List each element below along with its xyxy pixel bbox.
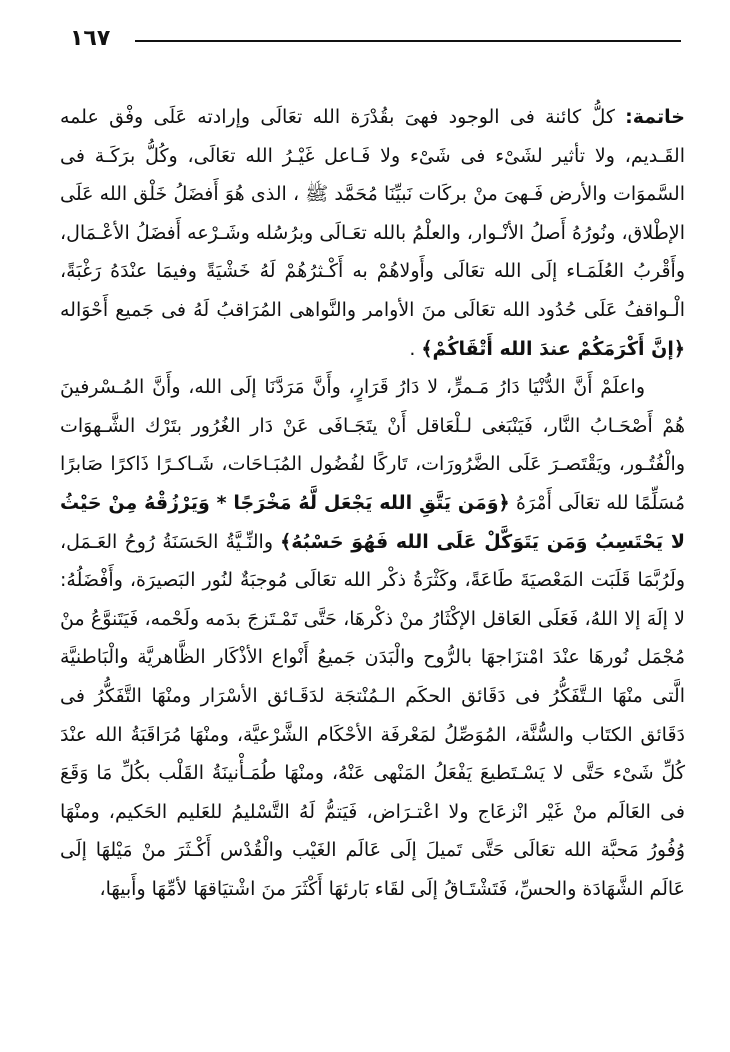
section-heading: خاتمة: [625,106,685,128]
paragraph [60,368,685,908]
text-run: . [409,337,422,360]
text-run: كلُّ كائنة فى الوجود فهىَ بقُدْرَة الله تعَالَى وإرادته عَلَى وفْق علمه القَـديم، ولا تأثير لشَىْء فى شَىْء ولا فَـاعل غَيْـرُ الله تعَالَى، وكُلُّ برَكَـة فى السَّموَات والأرض فَـهىَ منْ بركَات نَبيِّنَا مُحَمَّد ﷺ ، الذى هُوَ أَفضَلُ خَلْق الله عَلَى الإطْلاق، ونُورُهُ أَصلُ الأنْـوار، والعلْمُ بالله تعَـالَى وبرُسُله وشَـرْعه أَفضَلُ الأعْـمَال، وأَقْربُ العُلَمَـاء إلَى الله تعَالَى وأَولاهُمْ به أَكْـثرُهُمْ لَهُ خَشْيَةً وفيمَا عنْدَهُ رَغْبَةً، الْـواقفُ عَلَى حُدُود الله تعَالَى منَ الأوامر والنَّواهى المُرَاقبُ لَهُ فى جَميع أَحْوَاله [60,106,685,321]
quran-verse: ﴿وَمَن يَتَّقِ الله يَجْعَل لَّهُ مَخْرَجًا * وَيَرْزُقْهُ مِنْ حَيْثُ لا يَحْتَسِبُ وَمَن يَتَوَكَّلْ عَلَى الله فَهُوَ حَسْبُهُ﴾ [60,491,685,553]
page-number: ١٦٧ [70,26,111,51]
header-rule [135,40,681,42]
text-run: والنِّـيَّةُ الحَسَنَةُ رُوحُ العَـمَل، ولَرُبَّمَا قَلَبَت المَعْصيَةَ طَاعَةً، وكَثْرَةُ ذكْر الله تعَالَى مُوجبَةٌ لنُور البَصيرَة، وأَفْضَلُهُ: لا إلَهَ إلا اللهُ، فَعَلَى العَاقل الإكْثَارُ منْ ذكْرهَا، حَتَّى تَمْـتَزجَ بدَمه ولَحْمه، فَيَتَنوَّعُ منْ مُجْمَل نُورهَا عنْدَ امْتزَاجهَا بالرُّوح والْبَدَن جَميعُ أَنْواع الأذْكَار الظَّاهريَّة والْبَاطنيَّة الَّتى منْهَا الـتَّفَكُّرُ فى دَقَائق الحكَم الـمُنْتجَة لدَقَـائق الأسْرَار ومنْهَا التَّفَكُّرُ فى دَقَائق الكتَاب والسُّنَّة، المُوَصِّلُ لمَعْرفَة الأحْكَام الشَّرْعيَّة، ومنْهَا مُرَاقَبَةُ الله عنْدَ كُلِّ شَىْء حَتَّى لا يَسْـتَطيعَ يَفْعَلُ المَنْهى عَنْهُ، ومنْهَا طُمَـأْنينَةُ القَلْب بكُلِّ مَا وَقَعَ فى العَالَم منْ غَيْر انْزعَاج ولا اعْتـرَاض، فَيَتمُّ لَهُ التَّسْليمُ للعَليم الحَكيم، ومنْهَا وُفُورُ مَحبَّة الله تعَالَى حَتَّى تَميلَ إلَى عَالَم الغَيْب والْقُدْس أَكْـثَرَ منْ مَيْلهَا إلَى عَالَم الشَّهَادَة والحسِّ، فَتَشْتَـاقُ إلَى لقَاء بَارئهَا أَكْثَرَ منَ اشْتيَاقهَا لأمِّهَا وأَبيهَا، [60,530,685,900]
quran-verse: ﴿إنَّ أَكْرَمَكُمْ عندَ الله أَتْقَاكُمْ﴾ [421,337,685,360]
text-run: واعلَمْ أَنَّ الدُّنْيَا دَارُ مَـمرٍّ، لا دَارُ قَرَارٍ، وأَنَّ مَرَدَّنَا إلَى الله، وأَنَّ المُـسْرفينَ هُمْ أَصْحَـابُ النَّار، فَيَنْبَغى لـلْعَاقل أَنْ يتَجَـافَى عَنْ دَار الغُرُور بتَرْك الشَّـهوَات والْفُتُـور، ويَقْتَصـرَ عَلَى الضَّرُورَات، تَاركًا لفُضُول المُبَـاحَات، شَـاكـرًا ذَاكرًا صَابرًا مُسَلِّمًا لله تعَالَى أَمْرَهُ [60,376,685,514]
paragraph [60,98,685,368]
body-text [60,98,685,908]
